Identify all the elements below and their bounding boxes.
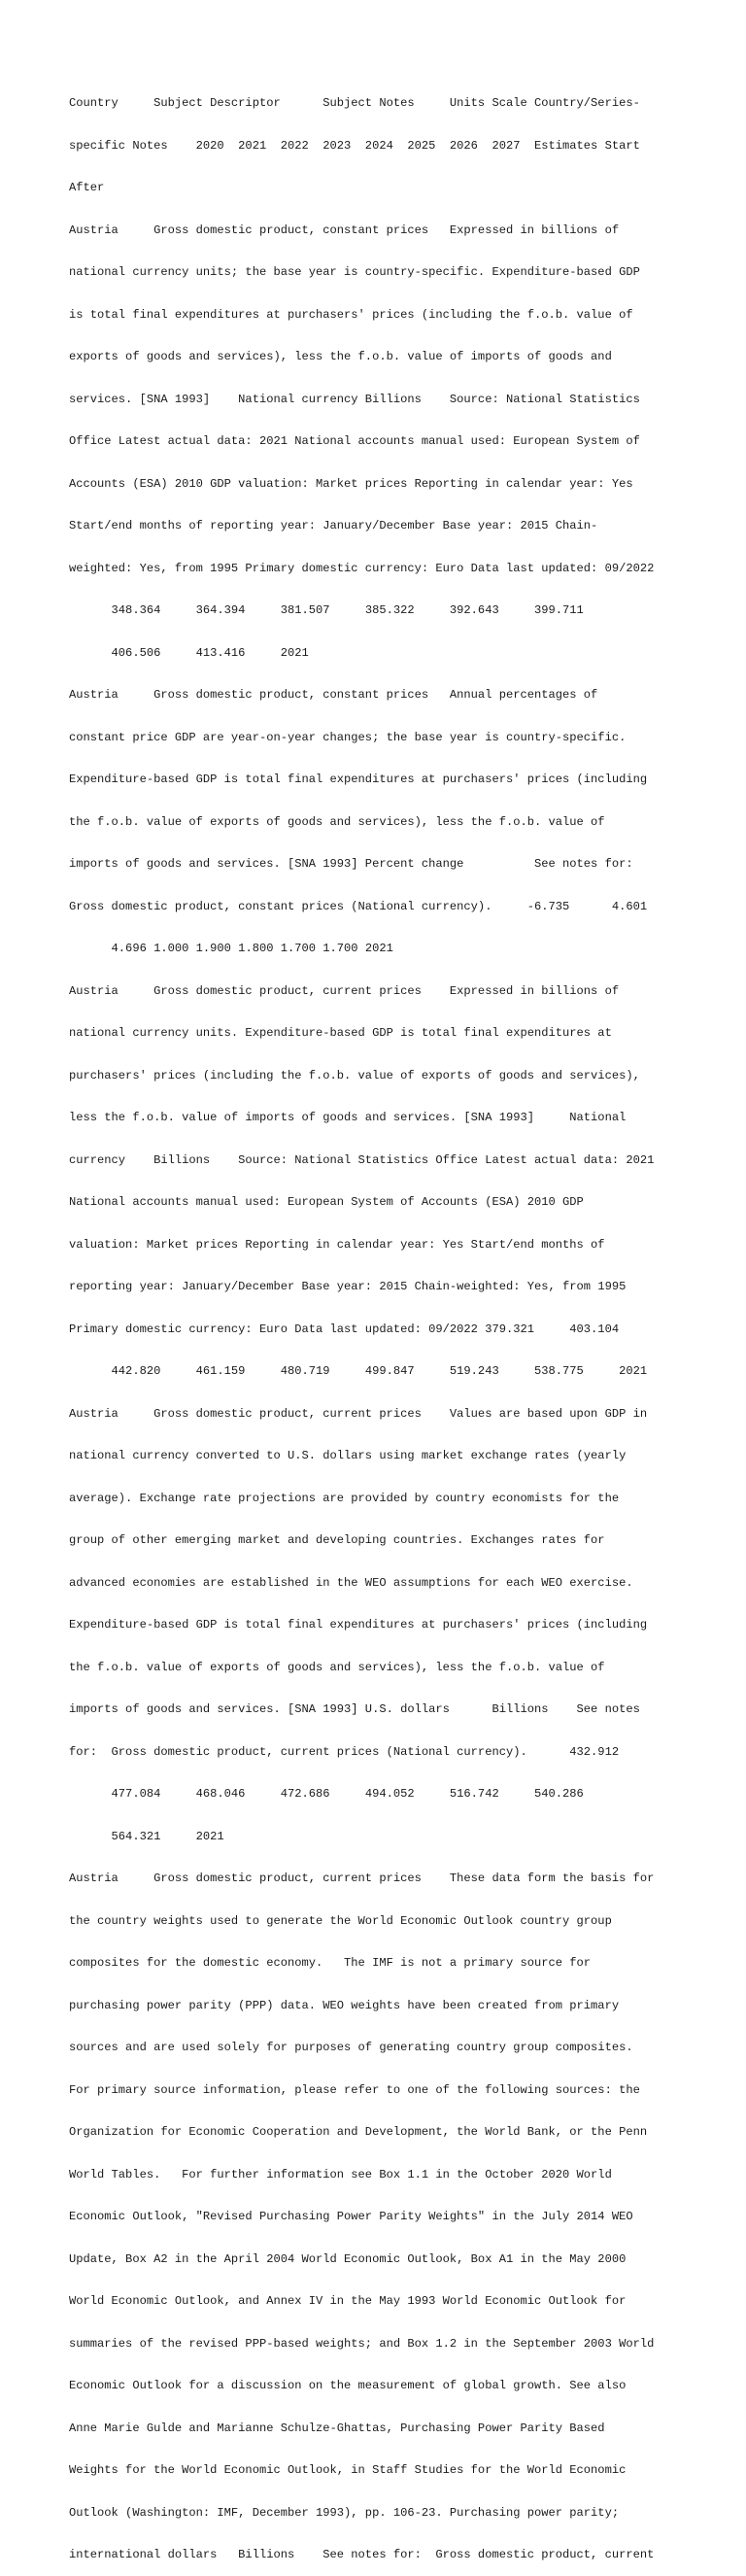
record-line: Economic Outlook, "Revised Purchasing Power Parity Weights" in the July 2014 WEO — [69, 2210, 633, 2223]
record-line: group of other emerging market and developing countries. Exchanges rates for — [69, 1533, 605, 1547]
record-line: Anne Marie Gulde and Marianne Schulze-Ghattas, Purchasing Power Parity Based — [69, 2421, 605, 2435]
record-line: less the f.o.b. value of imports of goods and services. [SNA 1993] National — [69, 1111, 627, 1124]
record-line: the country weights used to generate the World Economic Outlook country group — [69, 1913, 612, 1928]
record-line: imports of goods and services. [SNA 1993] Percent change See notes for: — [69, 857, 633, 871]
record-line: Austria Gross domestic product, constant prices Expressed in billions of — [69, 223, 620, 237]
record-line: national currency units; the base year is country-specific. Expenditure-based GDP — [69, 265, 640, 279]
record-line: Office Latest actual data: 2021 National accounts manual used: European System of — [69, 434, 640, 448]
record-line: Update, Box A2 in the April 2004 World Economic Outlook, Box A1 in the May 2000 — [69, 2251, 627, 2266]
record-line: Gross domestic product, constant prices (National currency). -6.735 4.601 — [69, 899, 648, 913]
record-line: Primary domestic currency: Euro Data last updated: 09/2022 379.321 403.104 — [69, 1322, 620, 1336]
record-line: the f.o.b. value of exports of goods and services), less the f.o.b. value of — [69, 814, 605, 829]
record-line: summaries of the revised PPP-based weights; and Box 1.2 in the September 2003 World — [69, 2336, 655, 2351]
header-line: Country Subject Descriptor Subject Notes Units Scale Country/Series- — [69, 96, 640, 110]
record-line: the f.o.b. value of exports of goods and services), less the f.o.b. value of — [69, 1660, 605, 1674]
record-line: Accounts (ESA) 2010 GDP valuation: Market prices Reporting in calendar year: Yes — [69, 476, 633, 491]
record-values-line: 348.364 364.394 381.507 385.322 392.643 399.711 — [69, 603, 584, 617]
record-values-line: 4.696 1.000 1.900 1.800 1.700 1.700 2021 — [69, 942, 393, 955]
record-line: for: Gross domestic product, current prices (National currency). 432.912 — [69, 1744, 620, 1759]
record-line: Austria Gross domestic product, current prices Values are based upon GDP in — [69, 1406, 648, 1421]
record-line: is total final expenditures at purchasers' prices (including the f.o.b. value of — [69, 307, 633, 322]
record-line: exports of goods and services), less the f.o.b. value of imports of goods and — [69, 350, 612, 363]
record-line: Organization for Economic Cooperation and Development, the World Bank, or the Penn — [69, 2125, 648, 2139]
record-line: reporting year: January/December Base year: 2015 Chain-weighted: Yes, from 1995 — [69, 1280, 627, 1293]
record-values-line: 477.084 468.046 472.686 494.052 516.742 540.286 — [69, 1787, 584, 1801]
record-line: purchasers' prices (including the f.o.b. value of exports of goods and services), — [69, 1068, 640, 1082]
record-line: Start/end months of reporting year: January/December Base year: 2015 Chain- — [69, 519, 598, 532]
record-line: valuation: Market prices Reporting in calendar year: Yes Start/end months of — [69, 1237, 605, 1252]
record-line: Economic Outlook for a discussion on the measurement of global growth. See also — [69, 2379, 627, 2392]
record-line: Expenditure-based GDP is total final expenditures at purchasers' prices (including — [69, 1618, 648, 1631]
record-line: Austria Gross domestic product, constant prices Annual percentages of — [69, 688, 598, 702]
document-text-body — [69, 68, 685, 2576]
record-line: advanced economies are established in the WEO assumptions for each WEO exercise. — [69, 1575, 633, 1590]
record-line: national currency converted to U.S. dollars using market exchange rates (yearly — [69, 1449, 627, 1462]
record-line: Austria Gross domestic product, current prices These data form the basis for — [69, 1872, 655, 1885]
record-line: international dollars Billions See notes for: Gross domestic product, current — [69, 2548, 655, 2561]
record-values-line: 564.321 2021 — [69, 1829, 224, 1843]
record-values-line: 406.506 413.416 2021 — [69, 645, 309, 660]
record-line: average). Exchange rate projections are provided by country economists for the — [69, 1491, 620, 1505]
record-line: World Tables. For further information see Box 1.1 in the October 2020 World — [69, 2167, 612, 2181]
record-line: services. [SNA 1993] National currency Billions Source: National Statistics — [69, 392, 640, 406]
record-line: imports of goods and services. [SNA 1993] U.S. dollars Billions See notes — [69, 1702, 640, 1716]
record-line: purchasing power parity (PPP) data. WEO weights have been created from primary — [69, 1998, 620, 2012]
record-line: composites for the domestic economy. The IMF is not a primary source for — [69, 1956, 592, 1970]
record-line: National accounts manual used: European System of Accounts (ESA) 2010 GDP — [69, 1195, 584, 1209]
header-line: specific Notes 2020 2021 2022 2023 2024 2025 2026 2027 Estimates Start — [69, 138, 640, 153]
record-values-line: 442.820 461.159 480.719 499.847 519.243 538.775 2021 — [69, 1364, 648, 1378]
record-line: Austria Gross domestic product, current prices Expressed in billions of — [69, 983, 620, 998]
record-line: weighted: Yes, from 1995 Primary domestic currency: Euro Data last updated: 09/2022 — [69, 561, 655, 575]
record-line: Weights for the World Economic Outlook, in Staff Studies for the World Economic — [69, 2463, 627, 2477]
record-line: For primary source information, please refer to one of the following sources: the — [69, 2082, 640, 2097]
record-line: constant price GDP are year-on-year changes; the base year is country-specific. — [69, 730, 627, 744]
record-line: Outlook (Washington: IMF, December 1993), pp. 106-23. Purchasing power parity; — [69, 2505, 620, 2520]
record-line: national currency units. Expenditure-based GDP is total final expenditures at — [69, 1026, 612, 1040]
record-line: Expenditure-based GDP is total final expenditures at purchasers' prices (including — [69, 773, 648, 786]
record-line: currency Billions Source: National Statistics Office Latest actual data: 2021 — [69, 1152, 655, 1167]
record-line: World Economic Outlook, and Annex IV in the May 1993 World Economic Outlook for — [69, 2294, 627, 2308]
record-line: sources and are used solely for purposes of generating country group composites. — [69, 2041, 633, 2054]
header-line: After — [69, 181, 105, 194]
